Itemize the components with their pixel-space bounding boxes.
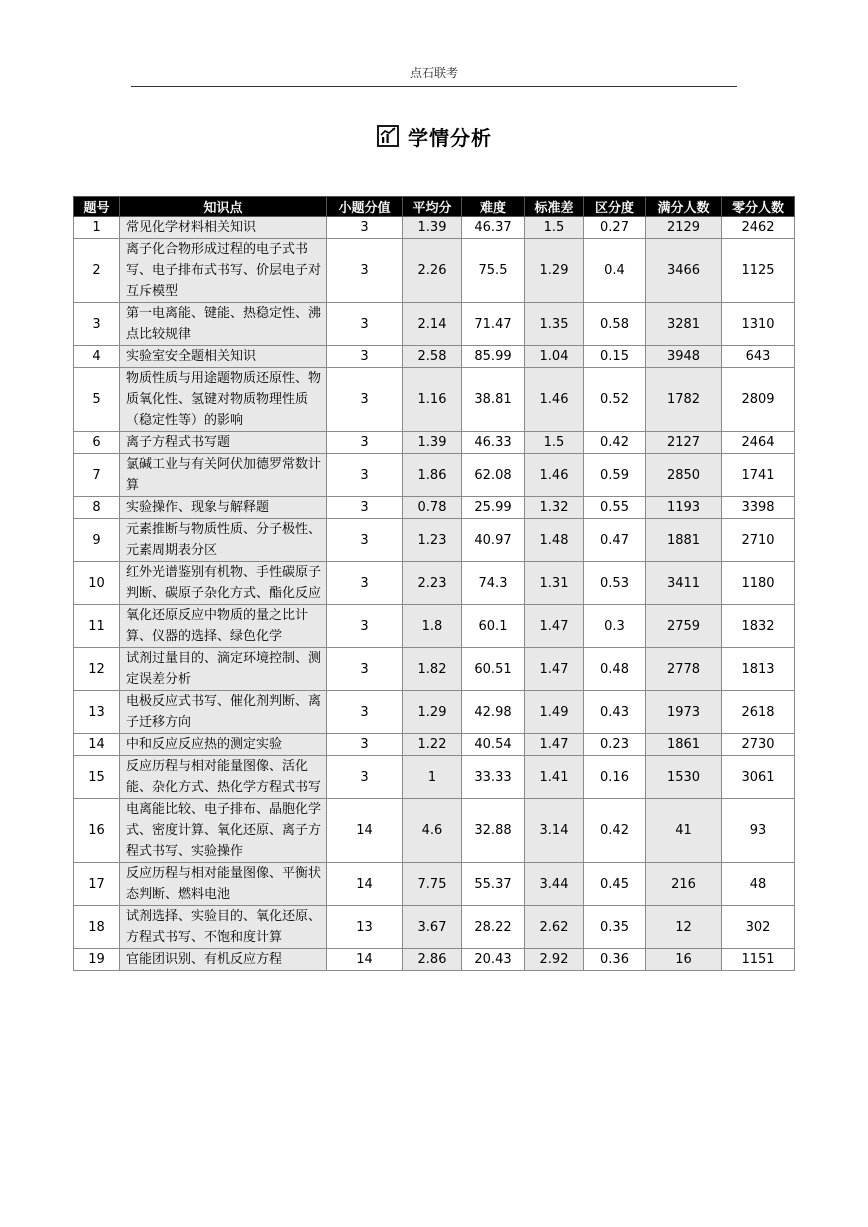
column-header-zero-score-count: 零分人数	[722, 197, 795, 217]
header-brand: 点石联考	[409, 66, 458, 80]
cell-std-dev: 1.49	[525, 691, 584, 734]
table-row	[74, 217, 795, 239]
cell-zero-score-count: 1832	[722, 605, 795, 648]
cell-difficulty: 40.97	[462, 519, 525, 562]
cell-knowledge-point: 反应历程与相对能量图像、平衡状态判断、燃料电池	[120, 863, 327, 906]
column-header-discrimination: 区分度	[584, 197, 646, 217]
table-body	[74, 217, 795, 971]
cell-difficulty: 32.88	[462, 799, 525, 863]
table-row	[74, 863, 795, 906]
cell-difficulty: 74.3	[462, 562, 525, 605]
table-row	[74, 799, 795, 863]
cell-zero-score-count: 2710	[722, 519, 795, 562]
cell-zero-score-count: 1180	[722, 562, 795, 605]
table-row	[74, 368, 795, 432]
cell-full-score-count: 41	[646, 799, 722, 863]
cell-question-number: 9	[74, 519, 120, 562]
cell-item-score: 3	[327, 605, 403, 648]
column-header-item-score: 小题分值	[327, 197, 403, 217]
cell-full-score-count: 1193	[646, 497, 722, 519]
cell-discrimination: 0.36	[584, 949, 646, 971]
cell-discrimination: 0.23	[584, 734, 646, 756]
table-row	[74, 906, 795, 949]
header-divider	[131, 86, 737, 87]
cell-zero-score-count: 643	[722, 346, 795, 368]
cell-std-dev: 1.5	[525, 217, 584, 239]
cell-std-dev: 1.35	[525, 303, 584, 346]
cell-question-number: 5	[74, 368, 120, 432]
cell-difficulty: 46.37	[462, 217, 525, 239]
cell-full-score-count: 1530	[646, 756, 722, 799]
cell-knowledge-point: 物质性质与用途题物质还原性、物质氧化性、氢键对物质物理性质（稳定性等）的影响	[120, 368, 327, 432]
cell-knowledge-point: 实验室安全题相关知识	[120, 346, 327, 368]
cell-zero-score-count: 1813	[722, 648, 795, 691]
cell-item-score: 3	[327, 432, 403, 454]
cell-zero-score-count: 2462	[722, 217, 795, 239]
cell-item-score: 3	[327, 734, 403, 756]
cell-average-score: 1.39	[403, 432, 462, 454]
cell-difficulty: 60.51	[462, 648, 525, 691]
cell-std-dev: 1.31	[525, 562, 584, 605]
cell-std-dev: 3.44	[525, 863, 584, 906]
cell-difficulty: 40.54	[462, 734, 525, 756]
cell-item-score: 3	[327, 497, 403, 519]
cell-zero-score-count: 302	[722, 906, 795, 949]
cell-zero-score-count: 1125	[722, 239, 795, 303]
cell-difficulty: 25.99	[462, 497, 525, 519]
cell-zero-score-count: 2730	[722, 734, 795, 756]
cell-item-score: 3	[327, 368, 403, 432]
cell-zero-score-count: 1151	[722, 949, 795, 971]
cell-difficulty: 60.1	[462, 605, 525, 648]
cell-discrimination: 0.16	[584, 756, 646, 799]
cell-average-score: 2.26	[403, 239, 462, 303]
cell-item-score: 13	[327, 906, 403, 949]
cell-question-number: 3	[74, 303, 120, 346]
cell-question-number: 11	[74, 605, 120, 648]
cell-item-score: 3	[327, 217, 403, 239]
cell-discrimination: 0.4	[584, 239, 646, 303]
cell-full-score-count: 3281	[646, 303, 722, 346]
cell-zero-score-count: 2618	[722, 691, 795, 734]
cell-discrimination: 0.42	[584, 799, 646, 863]
cell-std-dev: 2.92	[525, 949, 584, 971]
cell-full-score-count: 1881	[646, 519, 722, 562]
column-header-full-score-count: 满分人数	[646, 197, 722, 217]
cell-full-score-count: 3948	[646, 346, 722, 368]
cell-difficulty: 75.5	[462, 239, 525, 303]
table-header	[74, 197, 795, 217]
cell-full-score-count: 3411	[646, 562, 722, 605]
cell-discrimination: 0.55	[584, 497, 646, 519]
cell-full-score-count: 3466	[646, 239, 722, 303]
cell-knowledge-point: 红外光谱鉴别有机物、手性碳原子判断、碳原子杂化方式、酯化反应	[120, 562, 327, 605]
cell-zero-score-count: 93	[722, 799, 795, 863]
cell-full-score-count: 12	[646, 906, 722, 949]
cell-discrimination: 0.3	[584, 605, 646, 648]
cell-question-number: 17	[74, 863, 120, 906]
table-row	[74, 519, 795, 562]
cell-knowledge-point: 中和反应反应热的测定实验	[120, 734, 327, 756]
cell-full-score-count: 1973	[646, 691, 722, 734]
cell-knowledge-point: 实验操作、现象与解释题	[120, 497, 327, 519]
cell-question-number: 10	[74, 562, 120, 605]
cell-discrimination: 0.48	[584, 648, 646, 691]
cell-difficulty: 85.99	[462, 346, 525, 368]
cell-full-score-count: 1782	[646, 368, 722, 432]
cell-average-score: 2.86	[403, 949, 462, 971]
cell-discrimination: 0.58	[584, 303, 646, 346]
table-row	[74, 497, 795, 519]
cell-item-score: 14	[327, 799, 403, 863]
cell-knowledge-point: 电极反应式书写、催化剂判断、离子迁移方向	[120, 691, 327, 734]
table-row	[74, 346, 795, 368]
cell-difficulty: 28.22	[462, 906, 525, 949]
cell-item-score: 14	[327, 949, 403, 971]
cell-discrimination: 0.35	[584, 906, 646, 949]
cell-difficulty: 20.43	[462, 949, 525, 971]
cell-full-score-count: 2127	[646, 432, 722, 454]
cell-item-score: 3	[327, 239, 403, 303]
cell-knowledge-point: 反应历程与相对能量图像、活化能、杂化方式、热化学方程式书写	[120, 756, 327, 799]
cell-discrimination: 0.47	[584, 519, 646, 562]
cell-discrimination: 0.53	[584, 562, 646, 605]
cell-item-score: 3	[327, 454, 403, 497]
cell-question-number: 8	[74, 497, 120, 519]
cell-full-score-count: 2759	[646, 605, 722, 648]
cell-knowledge-point: 官能团识别、有机反应方程	[120, 949, 327, 971]
cell-std-dev: 1.47	[525, 648, 584, 691]
cell-question-number: 19	[74, 949, 120, 971]
cell-question-number: 14	[74, 734, 120, 756]
cell-std-dev: 1.46	[525, 368, 584, 432]
cell-item-score: 3	[327, 648, 403, 691]
cell-knowledge-point: 常见化学材料相关知识	[120, 217, 327, 239]
cell-average-score: 2.23	[403, 562, 462, 605]
cell-question-number: 13	[74, 691, 120, 734]
cell-discrimination: 0.52	[584, 368, 646, 432]
column-header-average-score: 平均分	[403, 197, 462, 217]
cell-question-number: 7	[74, 454, 120, 497]
table-row	[74, 648, 795, 691]
cell-item-score: 3	[327, 346, 403, 368]
cell-std-dev: 1.46	[525, 454, 584, 497]
cell-average-score: 3.67	[403, 906, 462, 949]
cell-difficulty: 33.33	[462, 756, 525, 799]
cell-average-score: 1.29	[403, 691, 462, 734]
cell-average-score: 1.39	[403, 217, 462, 239]
table-row	[74, 239, 795, 303]
column-header-difficulty: 难度	[462, 197, 525, 217]
cell-std-dev: 1.47	[525, 734, 584, 756]
chart-icon	[376, 124, 400, 148]
cell-std-dev: 1.5	[525, 432, 584, 454]
cell-full-score-count: 216	[646, 863, 722, 906]
cell-full-score-count: 2778	[646, 648, 722, 691]
cell-average-score: 1.86	[403, 454, 462, 497]
cell-std-dev: 1.04	[525, 346, 584, 368]
analysis-table	[73, 196, 795, 971]
table-row	[74, 303, 795, 346]
cell-knowledge-point: 离子化合物形成过程的电子式书写、电子排布式书写、价层电子对互斥模型	[120, 239, 327, 303]
cell-discrimination: 0.43	[584, 691, 646, 734]
table-row	[74, 432, 795, 454]
cell-difficulty: 38.81	[462, 368, 525, 432]
cell-knowledge-point: 元素推断与物质性质、分子极性、元素周期表分区	[120, 519, 327, 562]
cell-average-score: 0.78	[403, 497, 462, 519]
cell-question-number: 6	[74, 432, 120, 454]
cell-knowledge-point: 电离能比较、电子排布、晶胞化学式、密度计算、氧化还原、离子方程式书写、实验操作	[120, 799, 327, 863]
cell-zero-score-count: 2464	[722, 432, 795, 454]
cell-item-score: 3	[327, 691, 403, 734]
cell-knowledge-point: 第一电离能、键能、热稳定性、沸点比较规律	[120, 303, 327, 346]
column-header-knowledge-point: 知识点	[120, 197, 327, 217]
page-title-row	[0, 120, 868, 152]
cell-average-score: 2.14	[403, 303, 462, 346]
cell-average-score: 1.8	[403, 605, 462, 648]
cell-item-score: 3	[327, 756, 403, 799]
cell-item-score: 3	[327, 519, 403, 562]
cell-zero-score-count: 3398	[722, 497, 795, 519]
cell-knowledge-point: 离子方程式书写题	[120, 432, 327, 454]
cell-question-number: 16	[74, 799, 120, 863]
cell-question-number: 15	[74, 756, 120, 799]
cell-average-score: 1.22	[403, 734, 462, 756]
cell-difficulty: 46.33	[462, 432, 525, 454]
cell-difficulty: 42.98	[462, 691, 525, 734]
cell-std-dev: 3.14	[525, 799, 584, 863]
cell-item-score: 14	[327, 863, 403, 906]
table-row	[74, 949, 795, 971]
cell-full-score-count: 1861	[646, 734, 722, 756]
table-row	[74, 454, 795, 497]
cell-discrimination: 0.15	[584, 346, 646, 368]
cell-difficulty: 71.47	[462, 303, 525, 346]
cell-full-score-count: 2850	[646, 454, 722, 497]
cell-zero-score-count: 1741	[722, 454, 795, 497]
cell-std-dev: 1.32	[525, 497, 584, 519]
table-row	[74, 605, 795, 648]
cell-discrimination: 0.27	[584, 217, 646, 239]
cell-std-dev: 1.29	[525, 239, 584, 303]
table-row	[74, 756, 795, 799]
cell-average-score: 1	[403, 756, 462, 799]
cell-knowledge-point: 氯碱工业与有关阿伏加德罗常数计算	[120, 454, 327, 497]
cell-std-dev: 1.47	[525, 605, 584, 648]
cell-average-score: 1.16	[403, 368, 462, 432]
cell-full-score-count: 2129	[646, 217, 722, 239]
table-row	[74, 562, 795, 605]
cell-discrimination: 0.59	[584, 454, 646, 497]
cell-std-dev: 1.41	[525, 756, 584, 799]
cell-question-number: 4	[74, 346, 120, 368]
cell-question-number: 12	[74, 648, 120, 691]
cell-discrimination: 0.45	[584, 863, 646, 906]
cell-knowledge-point: 氧化还原反应中物质的量之比计算、仪器的选择、绿色化学	[120, 605, 327, 648]
cell-zero-score-count: 1310	[722, 303, 795, 346]
cell-zero-score-count: 48	[722, 863, 795, 906]
cell-question-number: 1	[74, 217, 120, 239]
cell-item-score: 3	[327, 303, 403, 346]
cell-average-score: 2.58	[403, 346, 462, 368]
cell-question-number: 2	[74, 239, 120, 303]
cell-item-score: 3	[327, 562, 403, 605]
cell-difficulty: 55.37	[462, 863, 525, 906]
cell-knowledge-point: 试剂选择、实验目的、氧化还原、方程式书写、不饱和度计算	[120, 906, 327, 949]
cell-average-score: 1.82	[403, 648, 462, 691]
table-row	[74, 691, 795, 734]
cell-zero-score-count: 2809	[722, 368, 795, 432]
table-row	[74, 734, 795, 756]
cell-full-score-count: 16	[646, 949, 722, 971]
page-title: 学情分析	[408, 125, 492, 150]
column-header-std-dev: 标准差	[525, 197, 584, 217]
cell-average-score: 1.23	[403, 519, 462, 562]
cell-question-number: 18	[74, 906, 120, 949]
cell-difficulty: 62.08	[462, 454, 525, 497]
cell-knowledge-point: 试剂过量目的、滴定环境控制、测定误差分析	[120, 648, 327, 691]
cell-average-score: 7.75	[403, 863, 462, 906]
column-header-question-number: 题号	[74, 197, 120, 217]
cell-average-score: 4.6	[403, 799, 462, 863]
cell-std-dev: 2.62	[525, 906, 584, 949]
cell-zero-score-count: 3061	[722, 756, 795, 799]
cell-discrimination: 0.42	[584, 432, 646, 454]
cell-std-dev: 1.48	[525, 519, 584, 562]
